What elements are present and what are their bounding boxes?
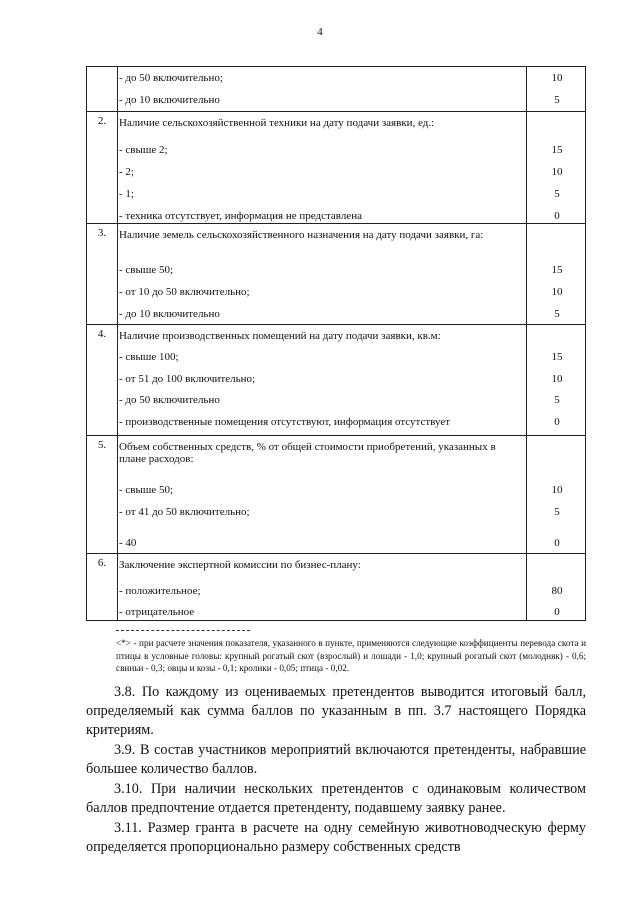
criterion-number xyxy=(87,346,117,349)
table-row xyxy=(87,67,585,89)
criterion-number xyxy=(87,161,117,164)
criterion-score: 10 xyxy=(551,286,563,298)
criterion-text: Наличие сельскохозяйственной техники на дату подачи заявки, ед.: xyxy=(119,117,435,129)
table-row xyxy=(87,281,585,303)
paragraph-3-8: 3.8. По каждому из оцениваемых претендентов выводится итоговый балл, определяемый как сумма баллов по указанным в пп. 3.7 настоящего Порядка критериям. xyxy=(86,684,586,738)
table-row xyxy=(87,435,585,479)
criterion-number xyxy=(87,389,117,392)
criteria-table xyxy=(86,66,586,621)
criterion-score xyxy=(527,436,587,441)
criterion-score: 5 xyxy=(554,394,560,406)
criterion-score: 0 xyxy=(554,537,560,549)
table-row xyxy=(87,223,585,259)
criterion-text: - 40 xyxy=(119,537,137,549)
criterion-text: - от 10 до 50 включительно; xyxy=(119,286,250,298)
criterion-score: 80 xyxy=(551,585,563,597)
table-row xyxy=(87,368,585,389)
criterion-text: Заключение экспертной комиссии по бизнес-плану: xyxy=(119,559,361,571)
table-row xyxy=(87,601,585,620)
table-row xyxy=(87,303,585,324)
criterion-number xyxy=(87,139,117,142)
criterion-score xyxy=(527,224,587,229)
criterion-number: 2. xyxy=(97,115,107,127)
criterion-score: 5 xyxy=(554,188,560,200)
criterion-score: 10 xyxy=(551,373,563,385)
table-row xyxy=(87,553,585,580)
table-row xyxy=(87,259,585,281)
criterion-score: 15 xyxy=(551,144,563,156)
criterion-number xyxy=(87,580,117,583)
criterion-score: 15 xyxy=(551,351,563,363)
criterion-number xyxy=(87,89,117,92)
criterion-score: 10 xyxy=(551,484,563,496)
table-row xyxy=(87,389,585,411)
criterion-number xyxy=(87,183,117,186)
criterion-score: 10 xyxy=(551,166,563,178)
criterion-text: - техника отсутствует, информация не представлена xyxy=(119,210,362,222)
criterion-number xyxy=(87,532,117,535)
criterion-text: - 2; xyxy=(119,166,134,178)
table-row xyxy=(87,479,585,501)
criterion-number xyxy=(87,501,117,504)
table-row xyxy=(87,532,585,553)
criterion-number xyxy=(87,368,117,371)
table-row xyxy=(87,324,585,346)
criterion-number: 5. xyxy=(97,439,107,451)
criterion-text: Наличие производственных помещений на дату подачи заявки, кв.м: xyxy=(119,330,441,342)
criterion-number xyxy=(87,411,117,414)
criterion-score: 15 xyxy=(551,264,563,276)
criterion-score: 10 xyxy=(551,72,563,84)
criterion-text: - до 50 включительно xyxy=(119,394,220,406)
table-row xyxy=(87,139,585,161)
criterion-text: - свыше 100; xyxy=(119,351,179,363)
criterion-text: - свыше 2; xyxy=(119,144,168,156)
table-row xyxy=(87,205,585,223)
criterion-score: 5 xyxy=(554,506,560,518)
criterion-number xyxy=(87,67,117,70)
criterion-text: - от 51 до 100 включительно; xyxy=(119,373,256,385)
table-row xyxy=(87,111,585,139)
criterion-text: - положительное; xyxy=(119,585,201,597)
paragraph-3-9: 3.9. В состав участников мероприятий включаются претенденты, набравшие большее количество баллов. xyxy=(86,742,586,777)
table-row xyxy=(87,161,585,183)
criterion-text: - до 10 включительно xyxy=(119,94,220,106)
footnote-rule xyxy=(116,630,250,631)
criterion-text: - до 10 включительно xyxy=(119,308,220,320)
table-row xyxy=(87,183,585,205)
table-row xyxy=(87,580,585,601)
criterion-text: - свыше 50; xyxy=(119,264,174,276)
criterion-score: 0 xyxy=(554,210,560,222)
criterion-text: Наличие земель сельскохозяйственного назначения на дату подачи заявки, га: xyxy=(119,229,484,241)
table-row xyxy=(87,501,585,532)
criterion-number: 4. xyxy=(97,328,107,340)
criterion-score xyxy=(527,325,587,330)
criterion-text: - до 50 включительно; xyxy=(119,72,223,84)
criterion-score xyxy=(527,112,587,117)
paragraph-3-10: 3.10. При наличии нескольких претендентов с одинаковым количеством баллов предпочтение отдается претенденту, подавшему заявку ранее. xyxy=(86,781,586,816)
criterion-number xyxy=(87,259,117,262)
table-row xyxy=(87,346,585,368)
criterion-number xyxy=(87,281,117,284)
criterion-number: 3. xyxy=(97,227,107,239)
criterion-number xyxy=(87,479,117,482)
paragraph-3-11: 3.11. Размер гранта в расчете на одну семейную животноводческую ферму определяется пропорционально размеру собственных средств xyxy=(86,820,586,855)
criterion-score xyxy=(527,554,587,559)
criterion-number xyxy=(87,205,117,208)
criterion-text: - отрицательное xyxy=(119,606,195,618)
page-number: 4 xyxy=(317,26,323,38)
criterion-number xyxy=(87,303,117,306)
criterion-number xyxy=(87,601,117,604)
criterion-score: 0 xyxy=(554,416,560,428)
criterion-text: - производственные помещения отсутствуют, информация отсутствует xyxy=(119,416,451,428)
criterion-text: Объем собственных средств, % от общей стоимости приобретений, указанных в плане расходов: xyxy=(119,441,496,465)
criterion-score: 0 xyxy=(554,606,560,618)
table-row xyxy=(87,89,585,111)
criterion-text: - от 41 до 50 включительно; xyxy=(119,506,250,518)
criterion-score: 5 xyxy=(554,308,560,320)
criterion-score: 5 xyxy=(554,94,560,106)
footnote: <*> - при расчете значения показателя, указанного в пункте, применяются следующие коэффициенты перевода скота и птицы в условные головы: крупный рогатый скот (взрослый) и лошади - 1,0; крупный рогатый скот (молодняк) - 0,6; свиньи - 0,3; овцы и козы - 0,1; кролики - 0,05; птица - 0,02. xyxy=(116,638,586,673)
criterion-text: - свыше 50; xyxy=(119,484,174,496)
criterion-text: - 1; xyxy=(119,188,134,200)
table-row xyxy=(87,411,585,435)
criterion-number: 6. xyxy=(97,557,107,569)
